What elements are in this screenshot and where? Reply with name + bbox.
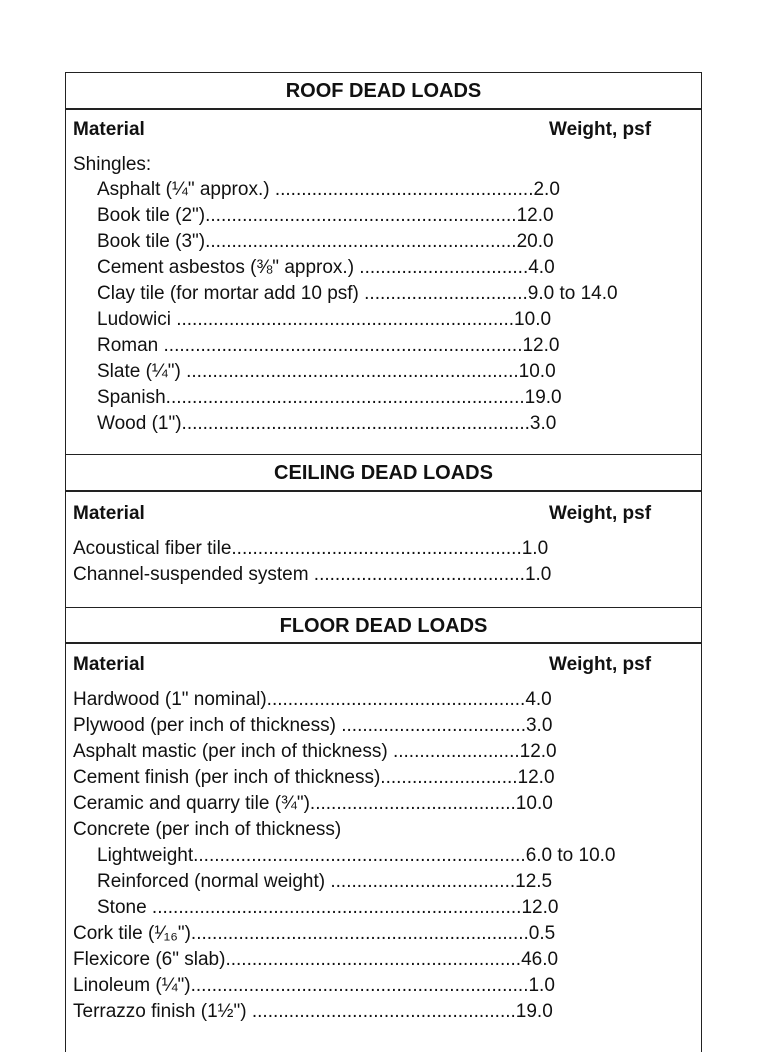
- ceiling-load-row: Acoustical fiber tile.......................................................1.0: [73, 538, 549, 559]
- roof-weight-header: Weight, psf: [549, 119, 652, 140]
- roof-material-header: Material: [73, 119, 145, 140]
- floor-load-row: Asphalt mastic (per inch of thickness) ........................12.0: [73, 741, 557, 762]
- roof-load-row: Roman ....................................................................12.0: [97, 335, 560, 356]
- floor-load-row: Cement finish (per inch of thickness)..........................12.0: [73, 767, 555, 788]
- ceiling-weight-header: Weight, psf: [549, 503, 652, 524]
- floor-load-row: Cork tile (¹⁄₁₆")................................................................0.5: [73, 923, 556, 944]
- roof-group-label: Shingles:: [73, 154, 152, 175]
- roof-load-row: Book tile (3")...........................................................20.0: [97, 231, 554, 252]
- dead-loads-table: [65, 72, 702, 1052]
- floor-load-row: Flexicore (6" slab)........................................................46.0: [73, 949, 559, 970]
- ceiling-section-title: CEILING DEAD LOADS: [66, 455, 701, 492]
- floor-load-row: Hardwood (1" nominal).................................................4.0: [73, 689, 552, 710]
- roof-load-row: Asphalt (¼" approx.) .................................................2.0: [97, 179, 560, 200]
- roof-load-row: Ludowici ................................................................10.0: [97, 309, 552, 330]
- roof-load-row: Slate (¼") ...............................................................10.0: [97, 361, 556, 382]
- floor-load-row: Concrete (per inch of thickness): [73, 819, 342, 840]
- roof-section-title: ROOF DEAD LOADS: [66, 73, 701, 110]
- floor-section-title: FLOOR DEAD LOADS: [66, 608, 701, 644]
- ceiling-material-header: Material: [73, 503, 145, 524]
- floor-material-header: Material: [73, 654, 145, 675]
- floor-load-row: Terrazzo finish (1½") ..................................................19.0: [73, 1001, 553, 1022]
- roof-load-row: Clay tile (for mortar add 10 psf) ...............................9.0 to 14.0: [97, 283, 618, 304]
- floor-load-row: Stone ......................................................................12.0: [97, 897, 559, 918]
- roof-load-row: Spanish....................................................................19.0: [97, 387, 562, 408]
- floor-load-row: Reinforced (normal weight) ...................................12.5: [97, 871, 553, 892]
- roof-load-row: Cement asbestos (⅜" approx.) ................................4.0: [97, 257, 555, 278]
- roof-load-row: Book tile (2")...........................................................12.0: [97, 205, 554, 226]
- floor-load-row: Plywood (per inch of thickness) ...................................3.0: [73, 715, 553, 736]
- ceiling-load-row: Channel-suspended system ........................................1.0: [73, 564, 552, 585]
- floor-load-row: Ceramic and quarry tile (¾").......................................10.0: [73, 793, 553, 814]
- roof-load-row: Wood (1")..................................................................3.0: [97, 413, 557, 434]
- floor-weight-header: Weight, psf: [549, 654, 652, 675]
- floor-load-row: Lightweight...............................................................6.0 to 10.0: [97, 845, 616, 866]
- floor-load-row: Linoleum (¼")................................................................1.0: [73, 975, 555, 996]
